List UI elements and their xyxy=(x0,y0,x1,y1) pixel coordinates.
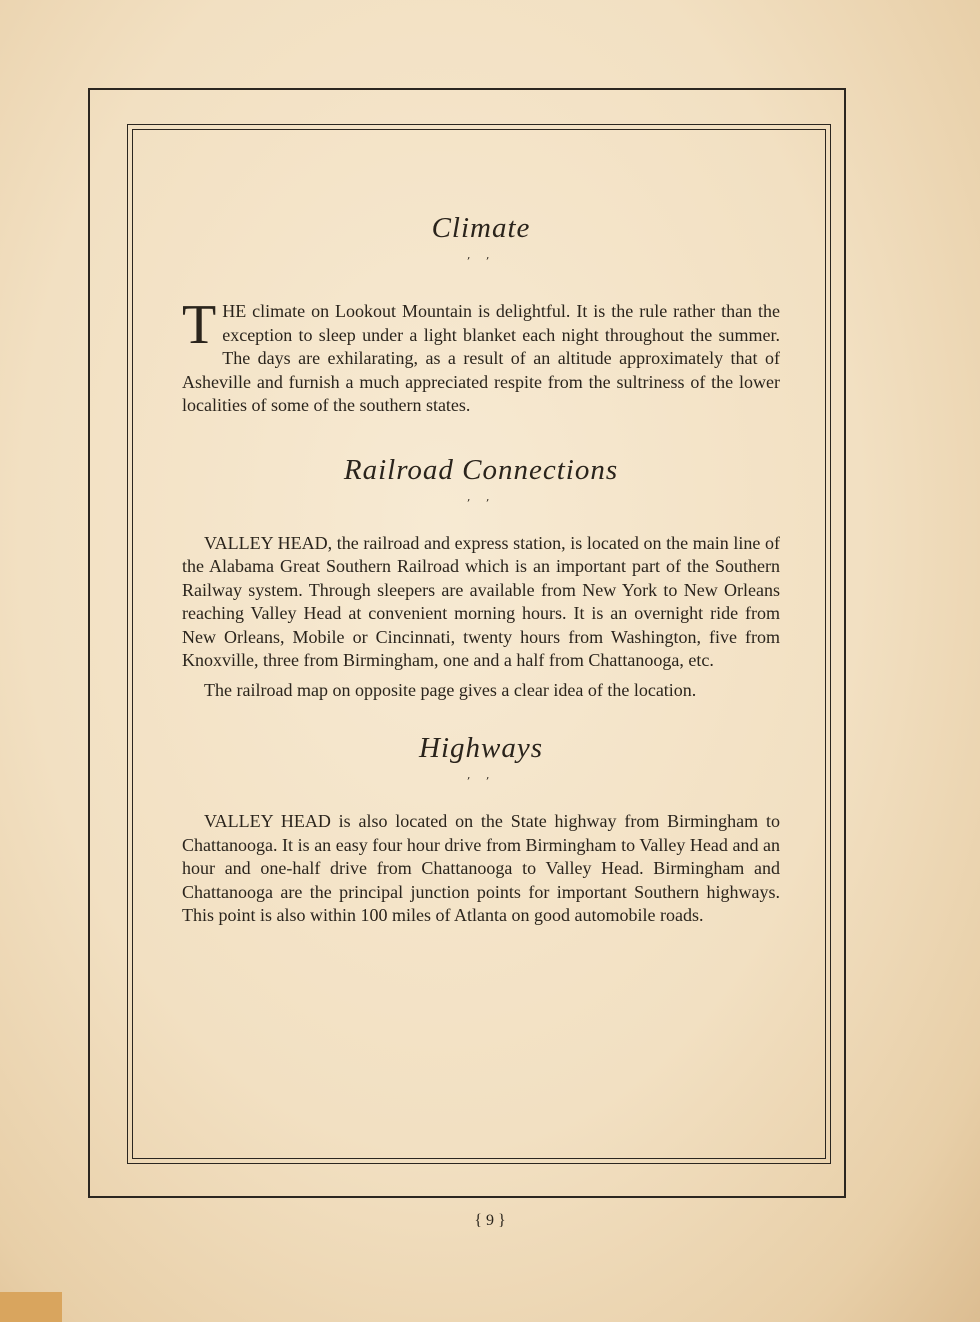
ornament: ’ ’ xyxy=(466,255,496,268)
page-number: { 9 } xyxy=(474,1212,506,1229)
climate-heading: Climate xyxy=(431,212,531,244)
ornament: ’ ’ xyxy=(466,775,496,788)
railroad-paragraph: VALLEY HEAD, the railroad and express station, is located on the main line of the Alabama Great Southern Railroad which is an important part of the Southern Railway system. Through sleepers are available from New York to New Orleans reaching Valley Head at convenient morning hours. It is an overnight ride from New Orleans, Mobile or Cincinnati, twenty hours from Washington, five from Knoxville, three from Birmingham, one and a half from Chattanooga, etc. xyxy=(182,532,780,670)
highways-heading: Highways xyxy=(419,732,543,764)
ornament: ’ ’ xyxy=(466,496,496,510)
climate-paragraph xyxy=(182,294,780,418)
highways-section xyxy=(182,732,780,928)
page-content xyxy=(182,200,780,928)
drop-cap: T xyxy=(182,294,217,356)
highways-paragraph: VALLEY HEAD is also located on the State highway from Birmingham to Chattanooga. It is an easy four hour drive from Birmingham to Valley Head and an hour and one-half drive from Chattanooga to Valley Head. Birmingham and Chattanooga are the principal junction points for important Southern highways. This point is also within 100 miles of Atlanta on good automobile roads. xyxy=(182,811,780,925)
railroad-heading: Railroad Connections xyxy=(343,453,619,486)
railroad-section xyxy=(182,454,780,703)
climate-section xyxy=(182,212,780,418)
paper-stain xyxy=(0,1292,62,1322)
railroad-paragraph-2: The railroad map on opposite page gives a clear idea of the location. xyxy=(204,679,697,700)
climate-text: HE climate on Lookout Mountain is delightful. It is the rule rather than the exception to sleep under a light blanket each night throughout the summer. The days are exhilarating, as a result of an altitude approximately that of Asheville and furnish a much appreciated respite from the sultriness of the lower localities of some of the southern states. xyxy=(182,301,780,415)
